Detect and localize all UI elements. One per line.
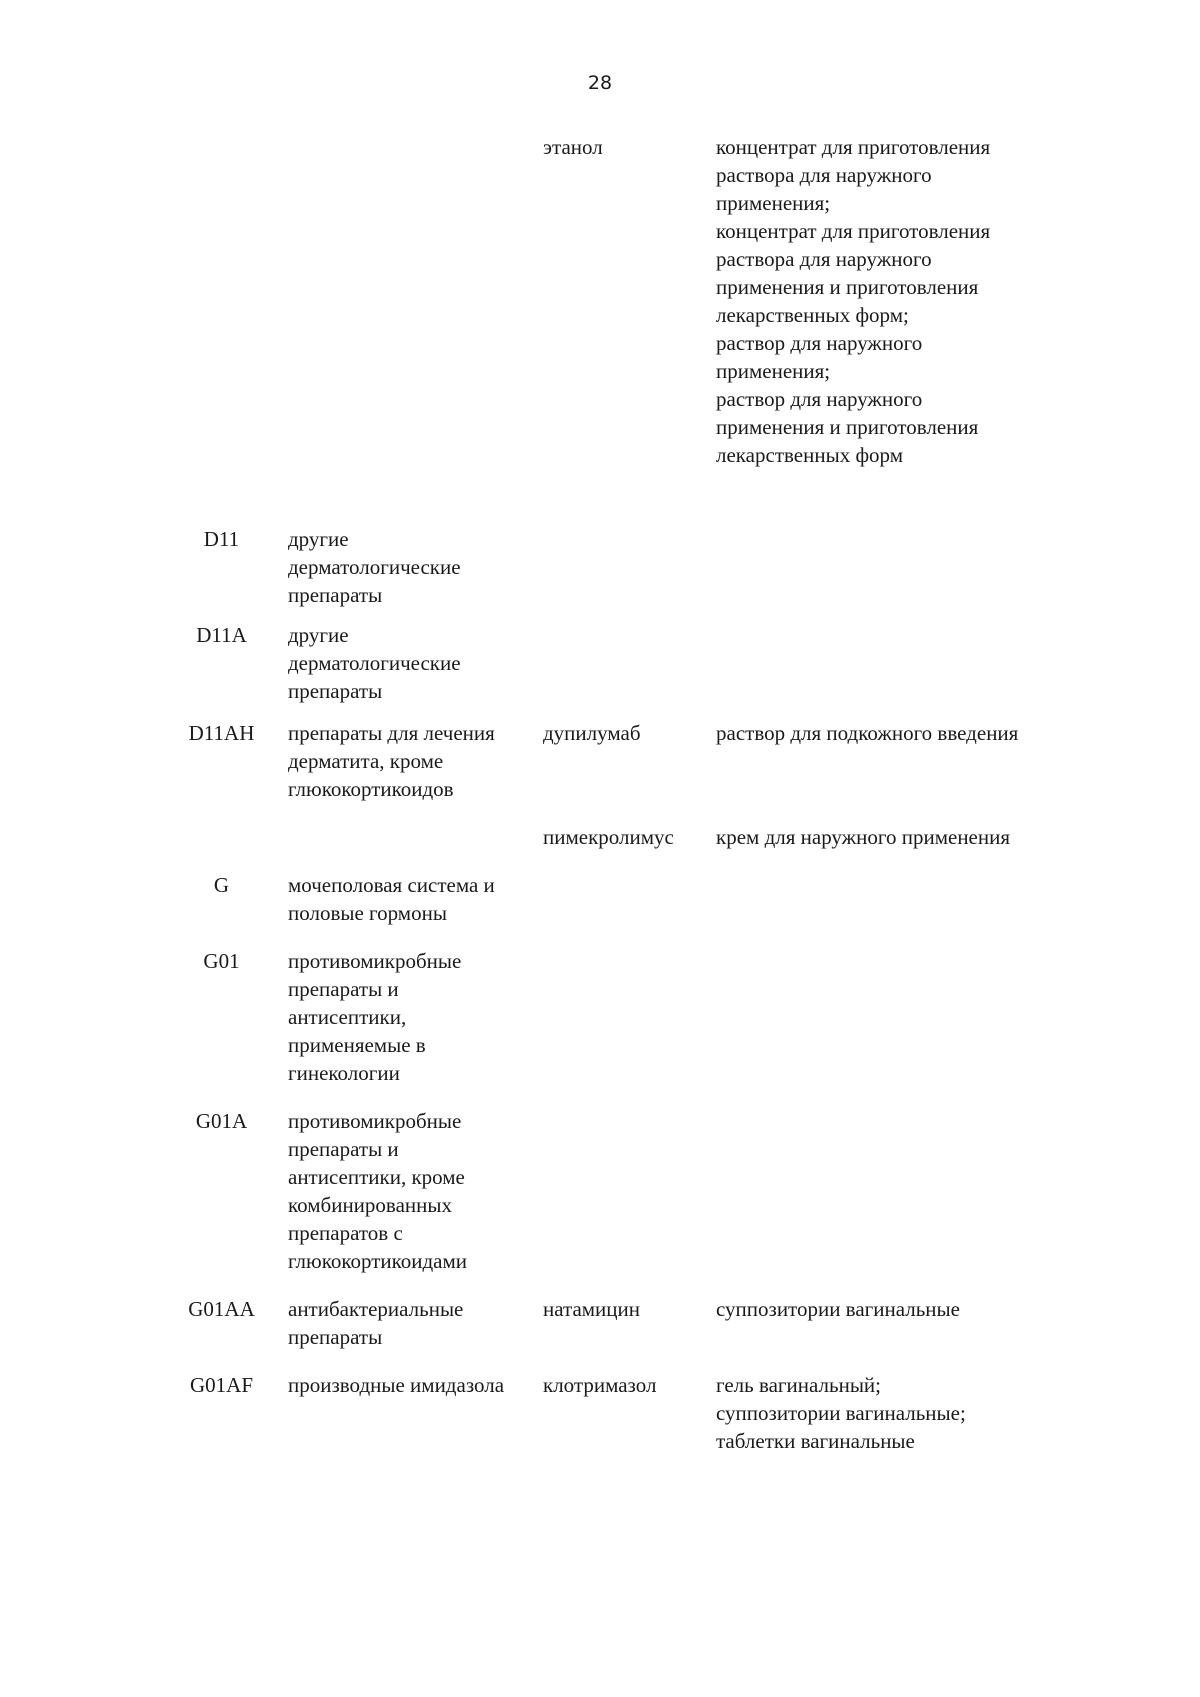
table-row — [0, 621, 1200, 705]
drug-name: дупилумаб — [543, 721, 641, 745]
group-name: противомикробные препараты и антисептики, применяемые в гинекологии — [288, 949, 462, 1085]
table-row — [0, 823, 1200, 851]
dosage-form — [710, 525, 1090, 609]
dosage-form: концентрат для приготовления раствора для наружного применения; концентрат для приготовления раствора для наружного применения и приготовления лекарственных форм; раствор для наружного применения; раствор для наружного применения и приготовления лекарственных форм — [716, 135, 991, 467]
drug-name: пимекролимус — [543, 825, 674, 849]
drug-name — [530, 621, 710, 705]
drug-name: клотримазол — [543, 1373, 657, 1397]
group-name: производные имидазола — [288, 1373, 505, 1397]
table-row — [0, 719, 1200, 803]
dosage-form — [710, 621, 1090, 705]
atc-code: D11 — [203, 527, 240, 551]
table-row — [0, 947, 1200, 1087]
atc-code: G01 — [203, 949, 240, 973]
drug-name — [530, 525, 710, 609]
group-name: антибактериальные препараты — [288, 1297, 464, 1349]
dosage-form: суппозитории вагинальные — [716, 1297, 960, 1321]
dosage-form: раствор для подкожного введения — [716, 721, 1019, 745]
group-name: другие дерматологические препараты — [288, 527, 461, 607]
dosage-form: крем для наружного применения — [716, 825, 1011, 849]
table-row — [0, 871, 1200, 927]
group-name: противомикробные препараты и антисептики, кроме комбинированных препаратов с глюкокортикоидами — [288, 1109, 468, 1273]
table-row — [0, 1295, 1200, 1351]
atc-code: D11A — [196, 623, 247, 647]
dosage-form — [710, 1107, 1090, 1275]
group-name — [278, 823, 530, 851]
dosage-form: гель вагинальный; суппозитории вагинальные; таблетки вагинальные — [716, 1373, 966, 1453]
dosage-form — [710, 871, 1090, 927]
drug-name — [530, 1107, 710, 1275]
atc-code: G — [213, 873, 230, 897]
atc-code: G01A — [195, 1109, 248, 1133]
group-name — [278, 133, 530, 469]
table-row — [0, 1107, 1200, 1275]
atc-code: G01AA — [188, 1297, 255, 1321]
table-row — [0, 525, 1200, 609]
page-number: 28 — [587, 72, 613, 94]
atc-code: G01AF — [189, 1373, 253, 1397]
table-row — [0, 1371, 1200, 1455]
drug-name: натамицин — [543, 1297, 641, 1321]
atc-code: D11AH — [188, 721, 255, 745]
drug-name: этанол — [543, 135, 603, 159]
group-name: другие дерматологические препараты — [288, 623, 461, 703]
dosage-form — [710, 947, 1090, 1087]
drug-table — [0, 133, 1200, 1455]
group-name: мочеполовая система и половые гормоны — [288, 873, 495, 925]
atc-code — [165, 133, 278, 469]
group-name: препараты для лечения дерматита, кроме глюкокортикоидов — [288, 721, 495, 801]
drug-name — [530, 871, 710, 927]
atc-code — [165, 823, 278, 851]
drug-name — [530, 947, 710, 1087]
table-row — [0, 133, 1200, 469]
